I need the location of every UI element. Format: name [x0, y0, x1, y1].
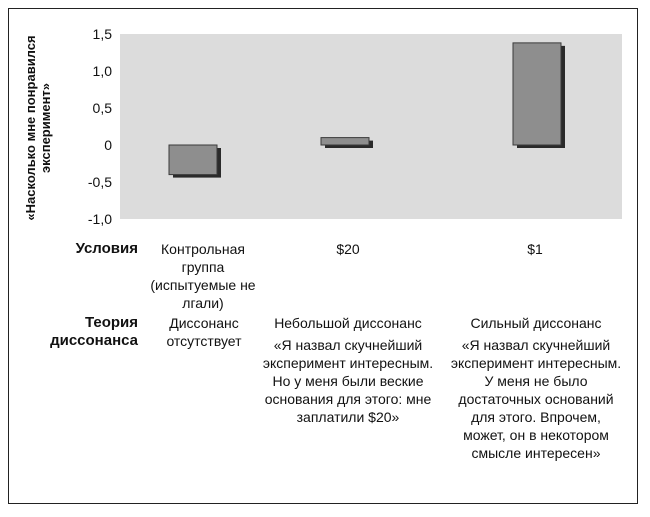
theory-row-label: Теория диссонанса [50, 314, 138, 349]
bar-2 [513, 43, 561, 145]
y-tick-label: 1,0 [92, 63, 112, 79]
theory-1 [450, 314, 622, 462]
theory-20-quote: «Я назвал скучнейший эксперимент интересным. Но у меня были веские основания для этого: мне заплатили $20» [262, 337, 434, 425]
y-tick-label: 1,5 [92, 26, 112, 42]
bar-1 [321, 138, 369, 145]
theory-20 [262, 314, 434, 426]
y-tick-label: 0 [104, 137, 112, 153]
y-tick-label: 0,5 [92, 100, 112, 116]
theory-control [150, 314, 258, 350]
y-axis-ticks [88, 26, 112, 227]
condition-control: Контрольная группа (испытуемые не лгали) [150, 241, 256, 311]
theory-1-quote: «Я назвал скучнейший эксперимент интересным. У меня не было достаточных оснований для этого. Впрочем, может, он в некотором смысле интересен» [450, 337, 622, 461]
bar-0 [169, 145, 217, 175]
condition-1: $1 [527, 241, 543, 257]
y-tick-label: -0,5 [87, 174, 112, 190]
theory-1-title: Сильный диссонанс [470, 315, 602, 331]
conditions-row-label: Условия [75, 240, 138, 257]
y-axis-label: «Насколько мне понравился эксперимент» [23, 35, 53, 221]
condition-20: $20 [336, 241, 360, 257]
theory-control-title: Диссонанс отсутствует [166, 315, 242, 349]
theory-20-title: Небольшой диссонанс [274, 315, 422, 331]
y-tick-label: -1,0 [87, 211, 112, 227]
